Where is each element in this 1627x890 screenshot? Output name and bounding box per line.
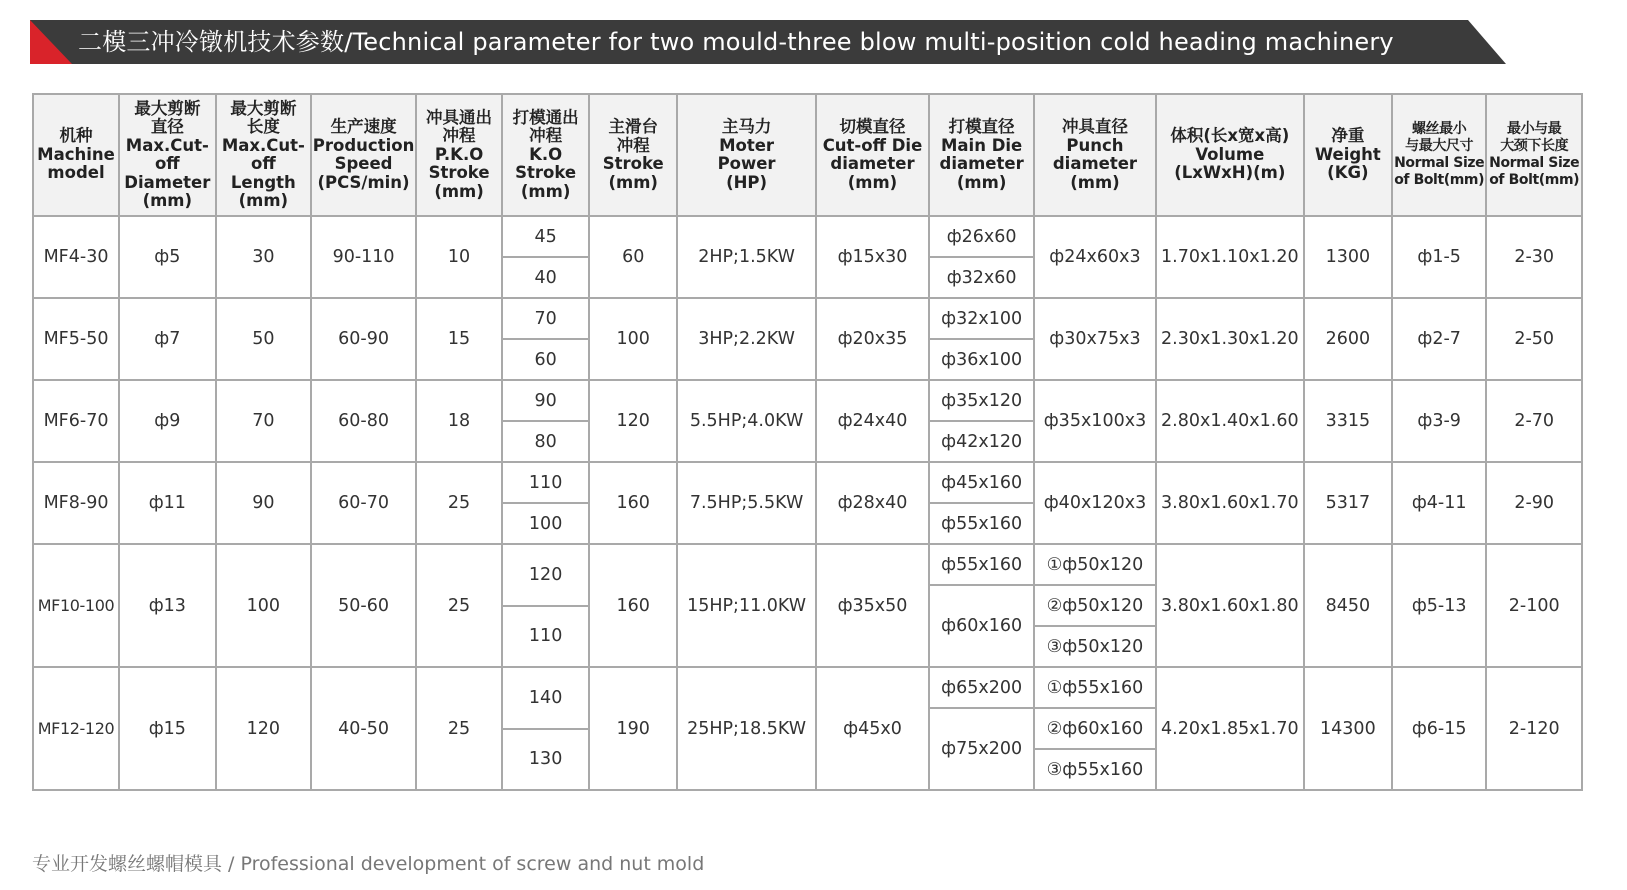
cell-punch-diameter: ф30x75x3 — [1034, 298, 1156, 380]
table-row — [33, 544, 1582, 565]
header-line: Weight — [1314, 144, 1381, 164]
cell-pko-stroke: 10 — [416, 216, 502, 298]
cell-max-cutoff-length: 90 — [216, 462, 312, 544]
header-line: (mm) — [142, 191, 193, 210]
cell-weight: 1300 — [1304, 216, 1392, 298]
cell-punch-diameter: ①ф50x120 — [1034, 544, 1156, 585]
header-line: 与最大尺寸 — [1405, 138, 1474, 154]
cell-main-die-diameter: ф26x60 — [929, 216, 1034, 257]
header-neck-length — [1486, 94, 1582, 216]
cell-main-die-diameter: ф42x120 — [929, 421, 1034, 462]
header-line: diameter — [939, 154, 1024, 173]
cell-bolt-size: ф1-5 — [1392, 216, 1486, 298]
header-line: 螺丝最小 — [1411, 121, 1467, 137]
cell-punch-diameter: ф40x120x3 — [1034, 462, 1156, 544]
cell-motor-power: 25HP;18.5KW — [677, 667, 816, 790]
table-row — [33, 667, 1582, 688]
cell-cutoff-die-diameter: ф35x50 — [816, 544, 929, 667]
cell-production-speed: 60-90 — [311, 298, 416, 380]
cell-punch-diameter: ③ф55x160 — [1034, 749, 1156, 790]
cell-main-die-diameter: ф60x160 — [929, 585, 1034, 667]
header-line: model — [47, 163, 105, 183]
header-line: Cut-off Die — [822, 135, 923, 155]
header-line: Speed — [334, 154, 393, 173]
header-line: Volume — [1195, 144, 1265, 164]
header-line: (PCS/min) — [317, 172, 410, 192]
cell-main-slide-stroke: 190 — [589, 667, 677, 790]
header-line: off — [154, 154, 180, 173]
table-row — [33, 216, 1582, 257]
cell-neck-length: 2-90 — [1486, 462, 1582, 544]
header-max-cutoff-length — [216, 94, 312, 216]
header-max-cutoff-diameter — [119, 94, 216, 216]
header-line: 冲具直径 — [1061, 117, 1128, 136]
cell-max-cutoff-diameter: ф13 — [119, 544, 216, 667]
cell-max-cutoff-length: 100 — [216, 544, 312, 667]
cell-model: MF10-100 — [33, 544, 119, 667]
header-line: 打模直径 — [948, 117, 1015, 136]
header-line: (KG) — [1327, 163, 1369, 183]
header-weight — [1304, 94, 1392, 216]
header-line: 直径 — [150, 117, 184, 136]
cell-max-cutoff-diameter: ф15 — [119, 667, 216, 790]
cell-punch-diameter: ②ф50x120 — [1034, 585, 1156, 626]
cell-max-cutoff-diameter: ф9 — [119, 380, 216, 462]
cell-ko-stroke: 120 — [502, 544, 589, 606]
cell-punch-diameter: ф24x60x3 — [1034, 216, 1156, 298]
cell-cutoff-die-diameter: ф28x40 — [816, 462, 929, 544]
cell-ko-stroke: 100 — [502, 503, 589, 544]
cell-weight: 8450 — [1304, 544, 1392, 667]
cell-model: MF4-30 — [33, 216, 119, 298]
header-line: Main Die — [941, 135, 1023, 155]
header-line: 冲程 — [616, 135, 650, 155]
header-line: (mm) — [608, 172, 658, 192]
header-line: 最大剪断 — [230, 98, 297, 118]
header-line: diameter — [1052, 154, 1138, 173]
cell-volume: 2.80x1.40x1.60 — [1156, 380, 1304, 462]
header-cutoff-die-diameter — [816, 94, 929, 216]
header-line: 主滑台 — [608, 117, 658, 136]
cell-ko-stroke: 130 — [502, 729, 589, 791]
page-title: 二模三冲冷镦机技术参数/Technical parameter for two mould-three blow multi-position cold heading machinery — [78, 28, 1394, 56]
cell-main-die-diameter: ф55x160 — [929, 503, 1034, 544]
cell-volume: 4.20x1.85x1.70 — [1156, 667, 1304, 790]
header-line: (mm) — [1070, 172, 1120, 192]
cell-production-speed: 90-110 — [311, 216, 416, 298]
cell-production-speed: 40-50 — [311, 667, 416, 790]
header-bolt-size — [1392, 94, 1486, 216]
header-line: 主马力 — [721, 117, 772, 136]
spec-table — [32, 93, 1583, 791]
cell-motor-power: 5.5HP;4.0KW — [677, 380, 816, 462]
cell-pko-stroke: 15 — [416, 298, 502, 380]
header-line: 冲程 — [529, 126, 563, 146]
header-line: 冲程 — [442, 126, 476, 146]
cell-main-slide-stroke: 60 — [589, 216, 677, 298]
header-line: 切模直径 — [839, 117, 906, 136]
cell-ko-stroke: 90 — [502, 380, 589, 421]
cell-pko-stroke: 25 — [416, 544, 502, 667]
cell-neck-length: 2-70 — [1486, 380, 1582, 462]
header-line: 冲具通出 — [426, 107, 493, 127]
header-line: 生产速度 — [330, 117, 397, 136]
cell-cutoff-die-diameter: ф45x0 — [816, 667, 929, 790]
header-pko-stroke — [416, 94, 502, 216]
cell-model: MF6-70 — [33, 380, 119, 462]
header-line: Diameter — [124, 172, 211, 192]
cell-max-cutoff-length: 70 — [216, 380, 312, 462]
cell-main-die-diameter: ф36x100 — [929, 339, 1034, 380]
cell-main-slide-stroke: 100 — [589, 298, 677, 380]
cell-main-die-diameter: ф75x200 — [929, 708, 1034, 790]
header-line: (mm) — [520, 181, 571, 201]
cell-main-slide-stroke: 160 — [589, 462, 677, 544]
header-line: Max.Cut- — [221, 135, 305, 155]
cell-max-cutoff-length: 50 — [216, 298, 312, 380]
footer-tagline: 专业开发螺丝螺帽模具 / Professional development of screw and nut mold — [32, 853, 705, 875]
cell-model: MF12-120 — [33, 667, 119, 790]
header-line: Power — [717, 154, 776, 173]
cell-punch-diameter: ①ф55x160 — [1034, 667, 1156, 708]
cell-max-cutoff-length: 120 — [216, 667, 312, 790]
header-line: (mm) — [956, 172, 1007, 192]
header-motor-power — [677, 94, 816, 216]
header-line: (LxWxH)(m) — [1174, 163, 1286, 183]
cell-weight: 14300 — [1304, 667, 1392, 790]
cell-pko-stroke: 25 — [416, 462, 502, 544]
table-row — [33, 298, 1582, 339]
cell-volume: 3.80x1.60x1.70 — [1156, 462, 1304, 544]
cell-ko-stroke: 60 — [502, 339, 589, 380]
cell-main-die-diameter: ф35x120 — [929, 380, 1034, 421]
header-punch-diameter — [1034, 94, 1156, 216]
header-line: P.K.O — [434, 144, 484, 164]
cell-punch-diameter: ②ф60x160 — [1034, 708, 1156, 749]
cell-production-speed: 60-70 — [311, 462, 416, 544]
header-line: Production — [312, 135, 415, 155]
cell-main-die-diameter: ф32x100 — [929, 298, 1034, 339]
header-line: Normal Size — [1394, 155, 1485, 171]
cell-ko-stroke: 40 — [502, 257, 589, 298]
table-row — [33, 462, 1582, 503]
cell-main-die-diameter: ф45x160 — [929, 462, 1034, 503]
cell-production-speed: 60-80 — [311, 380, 416, 462]
cell-punch-diameter: ③ф50x120 — [1034, 626, 1156, 667]
cell-max-cutoff-length: 30 — [216, 216, 312, 298]
cell-cutoff-die-diameter: ф15x30 — [816, 216, 929, 298]
cell-weight: 2600 — [1304, 298, 1392, 380]
title-banner — [30, 20, 1580, 68]
header-line: Stroke — [602, 154, 664, 173]
header-line: 大颈下长度 — [1500, 138, 1569, 154]
cell-motor-power: 2HP;1.5KW — [677, 216, 816, 298]
cell-main-die-diameter: ф65x200 — [929, 667, 1034, 708]
header-line: of Bolt(mm) — [1489, 172, 1580, 188]
cell-weight: 3315 — [1304, 380, 1392, 462]
header-line: 机种 — [59, 126, 93, 146]
cell-bolt-size: ф4-11 — [1392, 462, 1486, 544]
header-line: off — [250, 154, 276, 173]
cell-ko-stroke: 110 — [502, 606, 589, 668]
header-line: (mm) — [238, 191, 289, 210]
header-line: Machine — [37, 144, 115, 164]
cell-volume: 1.70x1.10x1.20 — [1156, 216, 1304, 298]
cell-motor-power: 15HP;11.0KW — [677, 544, 816, 667]
header-line: Max.Cut- — [125, 135, 209, 155]
cell-cutoff-die-diameter: ф24x40 — [816, 380, 929, 462]
table-body — [33, 216, 1582, 790]
cell-max-cutoff-diameter: ф11 — [119, 462, 216, 544]
cell-max-cutoff-diameter: ф7 — [119, 298, 216, 380]
cell-cutoff-die-diameter: ф20x35 — [816, 298, 929, 380]
header-row — [33, 94, 1582, 216]
cell-weight: 5317 — [1304, 462, 1392, 544]
cell-pko-stroke: 25 — [416, 667, 502, 790]
cell-main-die-diameter: ф55x160 — [929, 544, 1034, 585]
header-line: 长度 — [246, 117, 280, 136]
header-line: diameter — [830, 154, 915, 173]
cell-volume: 2.30x1.30x1.20 — [1156, 298, 1304, 380]
cell-main-slide-stroke: 160 — [589, 544, 677, 667]
header-ko-stroke — [502, 94, 589, 216]
cell-ko-stroke: 70 — [502, 298, 589, 339]
cell-neck-length: 2-50 — [1486, 298, 1582, 380]
cell-neck-length: 2-100 — [1486, 544, 1582, 667]
cell-punch-diameter: ф35x100x3 — [1034, 380, 1156, 462]
header-line: Punch — [1066, 135, 1124, 155]
cell-motor-power: 7.5HP;5.5KW — [677, 462, 816, 544]
header-line: (HP) — [726, 172, 768, 192]
header-line: (mm) — [847, 172, 898, 192]
cell-model: MF5-50 — [33, 298, 119, 380]
header-line: 净重 — [1331, 126, 1365, 146]
header-line: Moter — [719, 135, 775, 155]
cell-max-cutoff-diameter: ф5 — [119, 216, 216, 298]
header-line: 打模通出 — [512, 107, 579, 127]
cell-production-speed: 50-60 — [311, 544, 416, 667]
header-volume — [1156, 94, 1304, 216]
cell-motor-power: 3HP;2.2KW — [677, 298, 816, 380]
cell-main-slide-stroke: 120 — [589, 380, 677, 462]
cell-ko-stroke: 110 — [502, 462, 589, 503]
cell-model: MF8-90 — [33, 462, 119, 544]
header-line: Stroke — [428, 163, 490, 183]
cell-ko-stroke: 140 — [502, 667, 589, 729]
cell-bolt-size: ф3-9 — [1392, 380, 1486, 462]
cell-volume: 3.80x1.60x1.80 — [1156, 544, 1304, 667]
header-line: (mm) — [434, 181, 484, 201]
header-line: of Bolt(mm) — [1394, 172, 1485, 188]
header-line: 体积(长x宽x高) — [1170, 126, 1290, 146]
cell-ko-stroke: 45 — [502, 216, 589, 257]
header-model — [33, 94, 119, 216]
cell-neck-length: 2-30 — [1486, 216, 1582, 298]
cell-bolt-size: ф6-15 — [1392, 667, 1486, 790]
header-production-speed — [311, 94, 416, 216]
header-line: Normal Size — [1489, 155, 1580, 171]
cell-neck-length: 2-120 — [1486, 667, 1582, 790]
header-main-die-diameter — [929, 94, 1034, 216]
cell-pko-stroke: 18 — [416, 380, 502, 462]
cell-bolt-size: ф2-7 — [1392, 298, 1486, 380]
header-line: Length — [230, 172, 296, 192]
table-row — [33, 380, 1582, 421]
cell-bolt-size: ф5-13 — [1392, 544, 1486, 667]
header-main-slide-stroke — [589, 94, 677, 216]
header-line: K.O — [529, 144, 563, 164]
cell-ko-stroke: 80 — [502, 421, 589, 462]
header-line: 最小与最 — [1506, 121, 1562, 137]
header-line: Stroke — [515, 163, 577, 183]
header-line: 最大剪断 — [134, 98, 201, 118]
cell-main-die-diameter: ф32x60 — [929, 257, 1034, 298]
